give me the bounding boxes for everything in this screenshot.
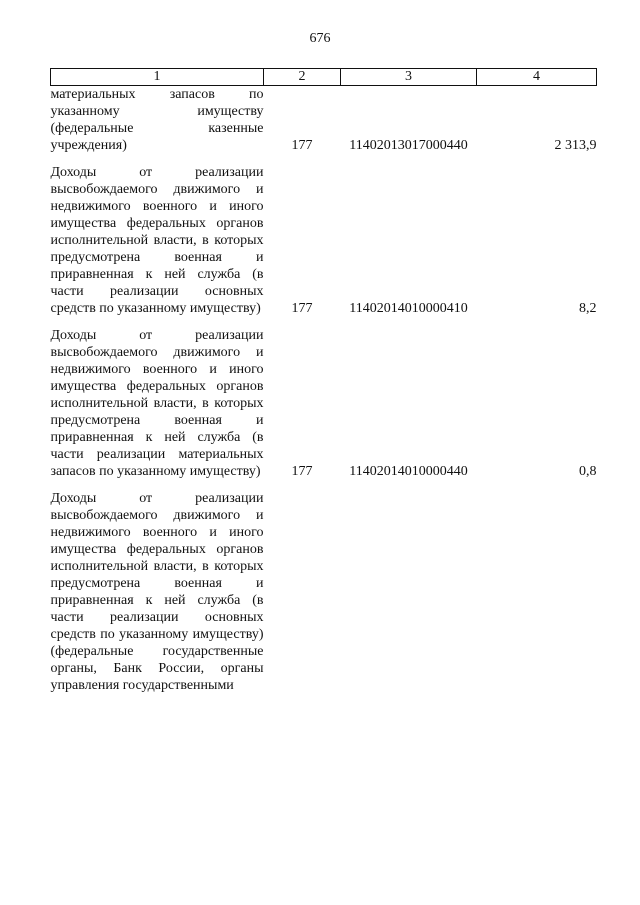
column-header-3: 3 <box>341 69 477 86</box>
row-amount <box>477 480 597 694</box>
row-amount: 0,8 <box>579 464 597 479</box>
row-description: материальных запасов по указанному имуществу (федеральные казенные учреждения) <box>50 87 264 153</box>
row-admin-code: 177 <box>291 301 313 316</box>
row-kbk-code: 11402013017000440 <box>349 138 468 153</box>
table-row <box>51 480 597 694</box>
row-description: Доходы от реализации высвобождаемого движимого и недвижимого военного и иного имущества федеральных органов исполнительной власти, в которых предусмотрена военная и приравненная к ней служба (в части реализации основных средств по указанному имуществу) (федеральные государственные органы, Банк России, органы управления государственными <box>50 491 264 693</box>
page-number: 676 <box>309 31 331 46</box>
row-admin-code: 177 <box>291 464 313 479</box>
table-row <box>51 154 597 317</box>
row-description: Доходы от реализации высвобождаемого движимого и недвижимого военного и иного имущества федеральных органов исполнительной власти, в которых предусмотрена военная и приравненная к ней служба (в части реализации основных средств по указанному имуществу) <box>50 165 264 316</box>
table-header-row <box>51 69 597 86</box>
row-amount: 8,2 <box>579 301 597 316</box>
row-amount: 2 313,9 <box>554 138 597 153</box>
table-row <box>51 317 597 480</box>
column-header-1: 1 <box>51 69 264 86</box>
row-description: Доходы от реализации высвобождаемого движимого и недвижимого военного и иного имущества федеральных органов исполнительной власти, в которых предусмотрена военная и приравненная к ней служба (в части реализации материальных запасов по указанному имуществу) <box>50 328 264 479</box>
row-kbk-code: 11402014010000440 <box>349 464 468 479</box>
row-admin-code: 177 <box>291 138 313 153</box>
row-admin-code <box>264 480 341 694</box>
table-row <box>51 86 597 155</box>
revenue-table <box>50 68 597 694</box>
column-header-4: 4 <box>477 69 597 86</box>
column-header-2: 2 <box>264 69 341 86</box>
row-kbk-code <box>341 480 477 694</box>
row-kbk-code: 11402014010000410 <box>349 301 468 316</box>
